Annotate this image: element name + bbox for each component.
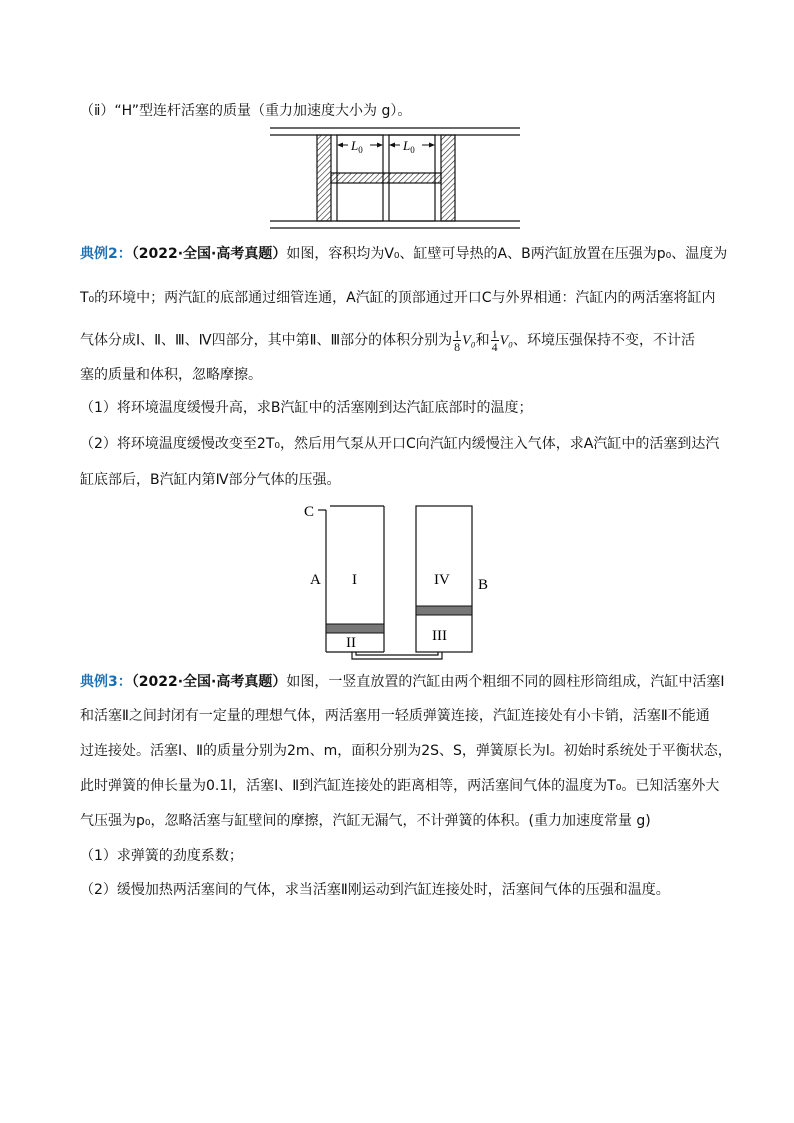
piston-b — [416, 606, 472, 615]
label-iv: IV — [434, 572, 450, 588]
example3-question1: （1）求弹簧的劲度系数； — [80, 848, 243, 864]
example2-l3b: 和 — [475, 332, 490, 349]
example2-l3a: 气体分成Ⅰ、Ⅱ、Ⅲ、Ⅳ四部分，其中第Ⅱ、Ⅲ部分的体积分别为 — [80, 332, 453, 349]
example2-l3c: 、环境压强保持不变，不计活 — [512, 332, 695, 349]
example3-line4: 此时弹簧的伸长量为0.1l，活塞Ⅰ、Ⅱ到汽缸连接处的距离相等，两活塞间气体的温度为T₀。已知活塞外大 — [80, 778, 720, 794]
example3-source: （2022·全国·高考真题） — [131, 674, 287, 690]
v0-symbol-2: V₀ — [499, 333, 513, 349]
label-iii: III — [432, 628, 447, 644]
example3-tag: 典例3： — [80, 674, 132, 690]
h-piston-figure — [270, 124, 522, 232]
example2-tag: 典例2： — [80, 246, 132, 262]
piston-a — [326, 624, 384, 633]
label-ii: II — [346, 635, 356, 651]
label-c: C — [304, 504, 315, 520]
example2-source: （2022·全国·高考真题） — [131, 246, 287, 262]
fraction-one-quarter: $\frac{1}{4}$ — [491, 327, 498, 354]
example2-question2-line1: （2）将环境温度缓慢改变至2T₀，然后用气泵从开口C向汽缸内缓慢注入气体，求A汽缸中的活塞到达汽 — [80, 436, 720, 452]
example2-question2-line2: 缸底部后，B汽缸内第Ⅳ部分气体的压强。 — [80, 472, 341, 488]
question-ii: （ⅱ）“H”型连杆活塞的质量（重力加速度大小为 g）。 — [80, 103, 412, 119]
connecting-rod — [331, 173, 441, 183]
label-b: B — [478, 577, 489, 593]
left-piston — [317, 135, 331, 221]
example2-question1: （1）将环境温度缓慢升高，求B汽缸中的活塞刚到达汽缸底部时的温度； — [80, 400, 533, 416]
two-cylinder-figure — [296, 500, 500, 662]
label-i: I — [352, 572, 357, 588]
example3-line5: 气压强为p₀，忽略活塞与缸壁间的摩擦，汽缸无漏气，不计弹簧的体积。(重力加速度常量 g) — [80, 813, 651, 829]
right-piston — [441, 135, 455, 221]
example3-line2: 和活塞Ⅱ之间封闭有一定量的理想气体，两活塞用一轻质弹簧连接，汽缸连接处有小卡销，活塞Ⅱ不能通 — [80, 708, 710, 724]
length-label-right: $L_0$ — [403, 138, 415, 155]
example2-text: 如图，容积均为V₀、缸壁可导热的A、B两汽缸放置在压强为p₀、温度为 — [286, 246, 728, 262]
example3-line1 — [80, 672, 730, 692]
example2-line2: T₀的环境中；两汽缸的底部通过细管连通，A汽缸的顶部通过开口C与外界相通：汽缸内的两活塞将缸内 — [80, 290, 716, 306]
example3-text: 如图，一竖直放置的汽缸由两个粗细不同的圆柱形筒组成，汽缸中活塞Ⅰ — [286, 674, 725, 690]
example3-line3: 过连接处。活塞Ⅰ、Ⅱ的质量分别为2m、m，面积分别为2S、S，弹簧原长为l。初始时系统处于平衡状态， — [80, 743, 732, 759]
example3-question2: （2）缓慢加热两活塞间的气体，求当活塞Ⅱ刚运动到汽缸连接处时，活塞间气体的压强和温度。 — [80, 882, 670, 898]
example2-line1 — [80, 244, 730, 264]
label-a: A — [310, 572, 321, 588]
v0-symbol: V₀ — [462, 333, 476, 349]
example2-line4: 塞的质量和体积，忽略摩擦。 — [80, 367, 262, 383]
fraction-one-eighth: $\frac{1}{8}$ — [454, 327, 461, 354]
length-label-left: $L_0$ — [351, 138, 363, 155]
example2-line3 — [80, 328, 730, 353]
